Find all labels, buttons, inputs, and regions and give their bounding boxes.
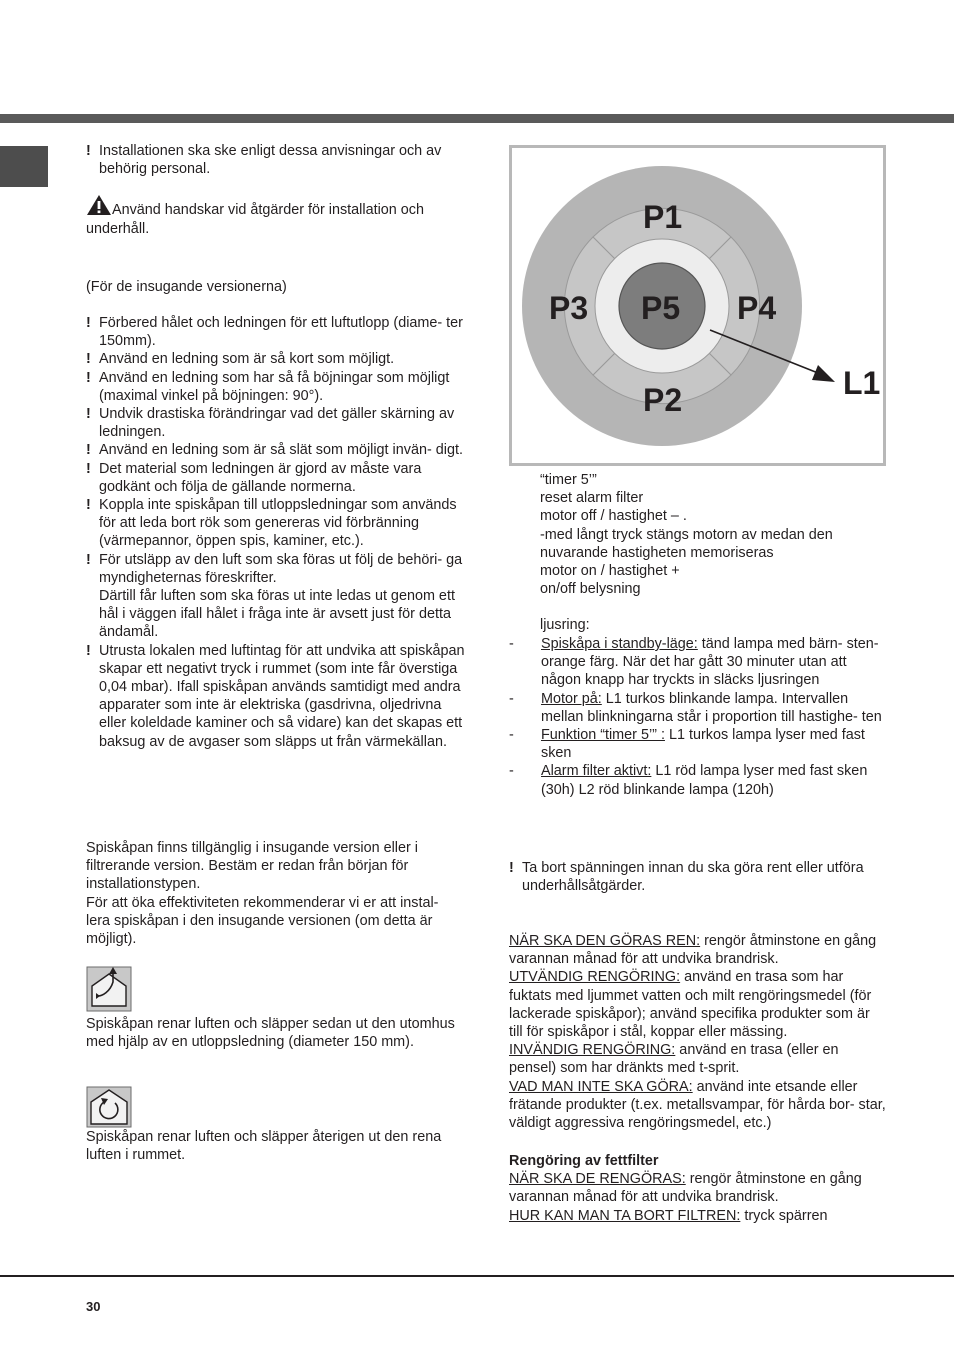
maintenance-warning: ! Ta bort spänningen innan du ska göra rent eller utföra underhållsåtgärder. xyxy=(509,860,864,895)
exclamation-icon: ! xyxy=(86,369,91,386)
filter-version-icon xyxy=(86,1086,132,1128)
cleaning-section xyxy=(509,932,887,1132)
grease-filter-section xyxy=(509,1152,887,1225)
warning-item: ! Koppla inte spiskåpan till utloppsledningar som används för att leda bort rök som genereras vid förbränning (värmepannor, öppen spis, kaminer, etc.). xyxy=(86,497,457,550)
grease-item: NÄR SKA DE RENGÖRAS: rengör åtminstone en gång varannan månad för att undvika brandrisk. xyxy=(509,1171,862,1206)
warning-item: ! För utsläpp av den luft som ska föras ut följ de behöri- ga myndigheternas föreskrifter. Därtill får luften som ska föras ut inte ledas ut genom ett hål i väggen ifall hålet i fråga inte är avsett just för detta ändamål. xyxy=(86,551,463,641)
lighting-list xyxy=(509,635,889,799)
cleaning-item: UTVÄNDIG RENGÖRING: använd en trasa som har fuktats med ljummet vatten och milt rengöringsmedel (för lackerade spiskåpor); använd specifika produkter som är till för spiskåpor i stål, koppar eller mässing. xyxy=(509,969,872,1041)
lighting-item: - Motor på: L1 turkos blinkande lampa. Intervallen mellan blinkningarna står i proportion till hastighe- ten xyxy=(509,690,882,725)
label-p4: P4 xyxy=(737,290,777,326)
label-p2: P2 xyxy=(643,382,683,418)
warning-list xyxy=(86,314,466,751)
warning-item: ! Använd en ledning som är så slät som möjligt invän- digt. xyxy=(86,442,463,459)
exclamation-icon: ! xyxy=(86,460,91,477)
l1-pointer-arrowhead xyxy=(812,365,835,382)
footer-rule xyxy=(0,1275,954,1277)
cleaning-item: INVÄNDIG RENGÖRING: använd en trasa (eller en pensel) som har dränkts med t-sprit. xyxy=(509,1042,839,1077)
page-number: 30 xyxy=(86,1299,101,1314)
cleaning-item: VAD MAN INTE SKA GÖRA: använd inte etsande eller frätande produkter (t.ex. metallsvampar, för hårda bor- star, väldigt aggressiva rengöringsmedel, etc.) xyxy=(509,1078,886,1132)
warning-item: ! Använd en ledning som är så kort som möjligt. xyxy=(86,351,395,368)
exclamation-icon: ! xyxy=(509,860,514,876)
filter-description: Spiskåpan renar luften och släpper återigen ut den rena luften i rummet. xyxy=(86,1129,442,1164)
intro-warning: ! Installationen ska ske enligt dessa anvisningar och av behörig personal. xyxy=(86,143,442,178)
language-tab xyxy=(0,146,48,187)
exclamation-icon: ! xyxy=(86,143,91,159)
control-panel-diagram xyxy=(509,145,886,466)
gloves-warning: Använd handskar vid åtgärder för installation och underhåll. xyxy=(86,194,466,237)
exclamation-icon: ! xyxy=(86,406,91,423)
ducted-description: Spiskåpan renar luften och släpper sedan ut den utomhus med hjälp av en utloppsledning (diameter 150 mm). xyxy=(86,1016,455,1051)
header-bar xyxy=(0,114,954,123)
label-p1: P1 xyxy=(643,199,683,235)
warning-item: ! Undvik drastiska förändringar vad det gäller skärning av ledningen. xyxy=(86,406,455,441)
warning-item: ! Utrusta lokalen med luftintag för att undvika att spiskåpan skapar ett negativt tryck i rummet (som inte får överstiga 0,04 mbar). Ifall spiskåpan används samtidigt med andra apparater som inte är elektriska (gasdrivna, oljedrivna eller koleldade kaminer och så vidare) kan det skapas ett baksug av de avgaser som släpps ut från värmekällan. xyxy=(86,642,465,750)
controls-list: “timer 5’” reset alarm filter motor off / hastighet – . -med långt tryck stängs motorn av medan den nuvarande hastigheten memoriseras motor on / hastighet + on/off belysning ljusring: xyxy=(540,472,833,634)
lighting-item: - Funktion “timer 5’” : L1 turkos lampa lyser med fast sken xyxy=(509,727,865,762)
exclamation-icon: ! xyxy=(86,551,91,568)
exclamation-icon: ! xyxy=(86,315,91,332)
label-p3: P3 xyxy=(549,290,589,326)
version-note: (För de insugande versionerna) xyxy=(86,278,287,295)
lighting-item: - Spiskåpa i standby-läge: tänd lampa med bärn- sten-orange färg. När det har gått 30 minuter utan att någon knapp har tryckts in släcks ljusringen xyxy=(509,636,879,689)
cleaning-item: NÄR SKA DEN GÖRAS REN: rengör åtminstone en gång varannan månad för att undvika brandrisk. xyxy=(509,933,877,968)
label-l1: L1 xyxy=(843,365,881,401)
warning-item: ! Använd en ledning som har så få böjningar som möjligt (maximal vinkel på böjningen: 90°). xyxy=(86,369,450,404)
exclamation-icon: ! xyxy=(86,642,91,659)
exclamation-icon: ! xyxy=(86,351,91,368)
grease-filter-title: Rengöring av fettfilter xyxy=(509,1153,659,1169)
label-p5: P5 xyxy=(641,290,681,326)
ducted-version-icon xyxy=(86,966,132,1012)
warning-item: ! Förbered hålet och ledningen för ett luftutlopp (diame- ter 150mm). xyxy=(86,315,463,350)
versions-section: Spiskåpan finns tillgänglig i insugande version eller i filtrerande version. Bestäm er redan från början för installationstypen. För att öka effektiviteten rekommenderar vi er att instal- lera spiskåpan i den insugande versionen (om detta är möjligt). xyxy=(86,840,439,948)
exclamation-icon: ! xyxy=(86,442,91,459)
warning-triangle-icon xyxy=(86,194,112,216)
lighting-item: - Alarm filter aktivt: L1 röd lampa lyser med fast sken (30h) L2 röd blinkande lampa (120h) xyxy=(509,763,868,798)
left-column xyxy=(86,142,466,751)
grease-item: HUR KAN MAN TA BORT FILTREN: tryck spärren xyxy=(509,1207,828,1224)
exclamation-icon: ! xyxy=(86,497,91,514)
warning-item: ! Det material som ledningen är gjord av måste vara godkänt och följa de gällande normerna. xyxy=(86,460,422,495)
